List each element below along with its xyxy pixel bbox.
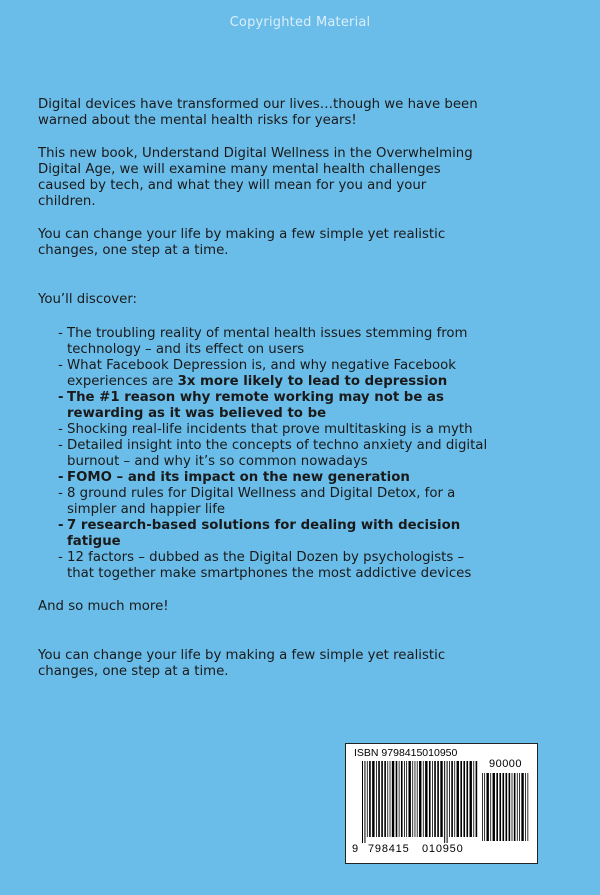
barcode-bar (451, 761, 453, 837)
barcode-bar (490, 773, 491, 841)
barcode-bar (449, 761, 450, 837)
list-item: - 7 research-based solutions for dealing with decision fatigue (60, 518, 488, 550)
barcode-bar (399, 761, 400, 837)
barcode-bar (525, 773, 526, 841)
barcode-bar (429, 761, 431, 837)
barcode-bar (463, 761, 465, 837)
barcode-bar (369, 761, 371, 837)
barcode-bar (367, 761, 368, 837)
barcode-bar (517, 773, 518, 841)
list-item: - The troubling reality of mental health issues stemming from technology – and its effect on users (60, 326, 488, 358)
intro-paragraph: Digital devices have transformed our lives…though we have been warned about the mental health risks for years! (38, 97, 478, 128)
barcode-bar (457, 761, 459, 837)
barcode-bar (509, 773, 511, 841)
isbn-barcode (345, 743, 538, 864)
closing-paragraph: You can change your life by making a few simple yet realistic changes, one step at a time. (38, 648, 446, 679)
barcode-bar (476, 761, 478, 837)
barcode-bar (401, 761, 403, 837)
barcode-bar (417, 761, 418, 837)
addon-barcode-bars (482, 773, 530, 845)
barcode-bar (506, 773, 508, 841)
barcode-bar (470, 761, 472, 837)
ean-left-group: 798415 (368, 843, 410, 855)
back-cover-text (38, 97, 488, 680)
barcode-bar (408, 761, 410, 837)
ean-first-digit: 9 (352, 843, 359, 855)
list-item-emphasis: 3x more likely to lead to depression (177, 374, 448, 389)
barcode-bar (387, 761, 388, 837)
barcode-bar (519, 773, 520, 841)
change-life-paragraph: You can change your life by making a few simple yet realistic changes, one step at a time. (38, 227, 446, 258)
barcode-bar (444, 761, 445, 843)
list-item: - 12 factors – dubbed as the Digital Dozen by psychologists – that together make smartphones the most addictive devices (60, 550, 488, 582)
ean-right-group: 010950 (422, 843, 464, 855)
barcode-bar (473, 761, 474, 837)
barcode-bar (454, 761, 455, 837)
barcode-bar (376, 761, 377, 837)
book-description-paragraph: This new book, Understand Digital Wellness in the Overwhelming Digital Age, we will examine many mental health challenges caused by tech, and what they will mean for you and your children. (38, 146, 473, 209)
barcode-bar (482, 773, 483, 841)
barcode-bar (406, 761, 407, 837)
barcode-bar (364, 761, 365, 843)
barcode-bar (419, 761, 421, 837)
barcode-bar (496, 773, 498, 841)
addon-price-digits: 90000 (488, 758, 523, 770)
barcode-bar (425, 761, 427, 837)
barcode-bar (378, 761, 380, 837)
barcode-bar (486, 773, 488, 841)
barcode-bar (447, 761, 448, 843)
barcode-bar (396, 761, 398, 837)
barcode-bar (392, 761, 394, 837)
barcode-bar (527, 773, 528, 841)
discover-heading: You’ll discover: (38, 292, 138, 307)
barcode-bar (412, 761, 413, 837)
list-item: - 8 ground rules for Digital Wellness and Digital Detox, for a simpler and happier life (60, 486, 488, 518)
barcode-bar (460, 761, 462, 837)
list-item: - Shocking real-life incidents that prove multitasking is a myth (60, 422, 488, 438)
barcode-bar (466, 761, 468, 837)
barcode-bar (502, 773, 504, 841)
barcode-bar (432, 761, 433, 837)
isbn-label: ISBN 9798415010950 (354, 747, 458, 759)
barcode-bar (437, 761, 439, 837)
barcode-bar (372, 761, 374, 837)
barcode-bar (384, 761, 386, 837)
barcode-bar (514, 773, 516, 841)
barcode-bar (493, 773, 495, 841)
barcode-bar (499, 773, 501, 841)
ean13-barcode-bars (362, 761, 478, 845)
list-item-text: What Facebook Depression is, and why negative Facebook experiences are (67, 358, 456, 389)
barcode-bar (521, 773, 523, 841)
so-much-more-text: And so much more! (38, 599, 169, 614)
barcode-bar (390, 761, 391, 837)
list-item: - Detailed insight into the concepts of techno anxiety and digital burnout – and why it’s so common nowadays (60, 438, 488, 470)
barcode-bar (512, 773, 513, 841)
barcode-bar (381, 761, 383, 837)
barcode-bar (484, 773, 485, 841)
barcode-bar (423, 761, 424, 837)
copyright-watermark: Copyrighted Material (229, 15, 371, 30)
list-item: - The #1 reason why remote working may not be as rewarding as it was believed to be (60, 390, 488, 422)
barcode-bar (404, 761, 405, 837)
list-item: - FOMO – and its impact on the new generation (60, 470, 488, 486)
barcode-bar (362, 761, 363, 843)
list-item (60, 358, 488, 390)
barcode-bar (415, 761, 416, 837)
feature-list (38, 326, 488, 582)
barcode-bar (434, 761, 436, 837)
barcode-bar (440, 761, 442, 837)
